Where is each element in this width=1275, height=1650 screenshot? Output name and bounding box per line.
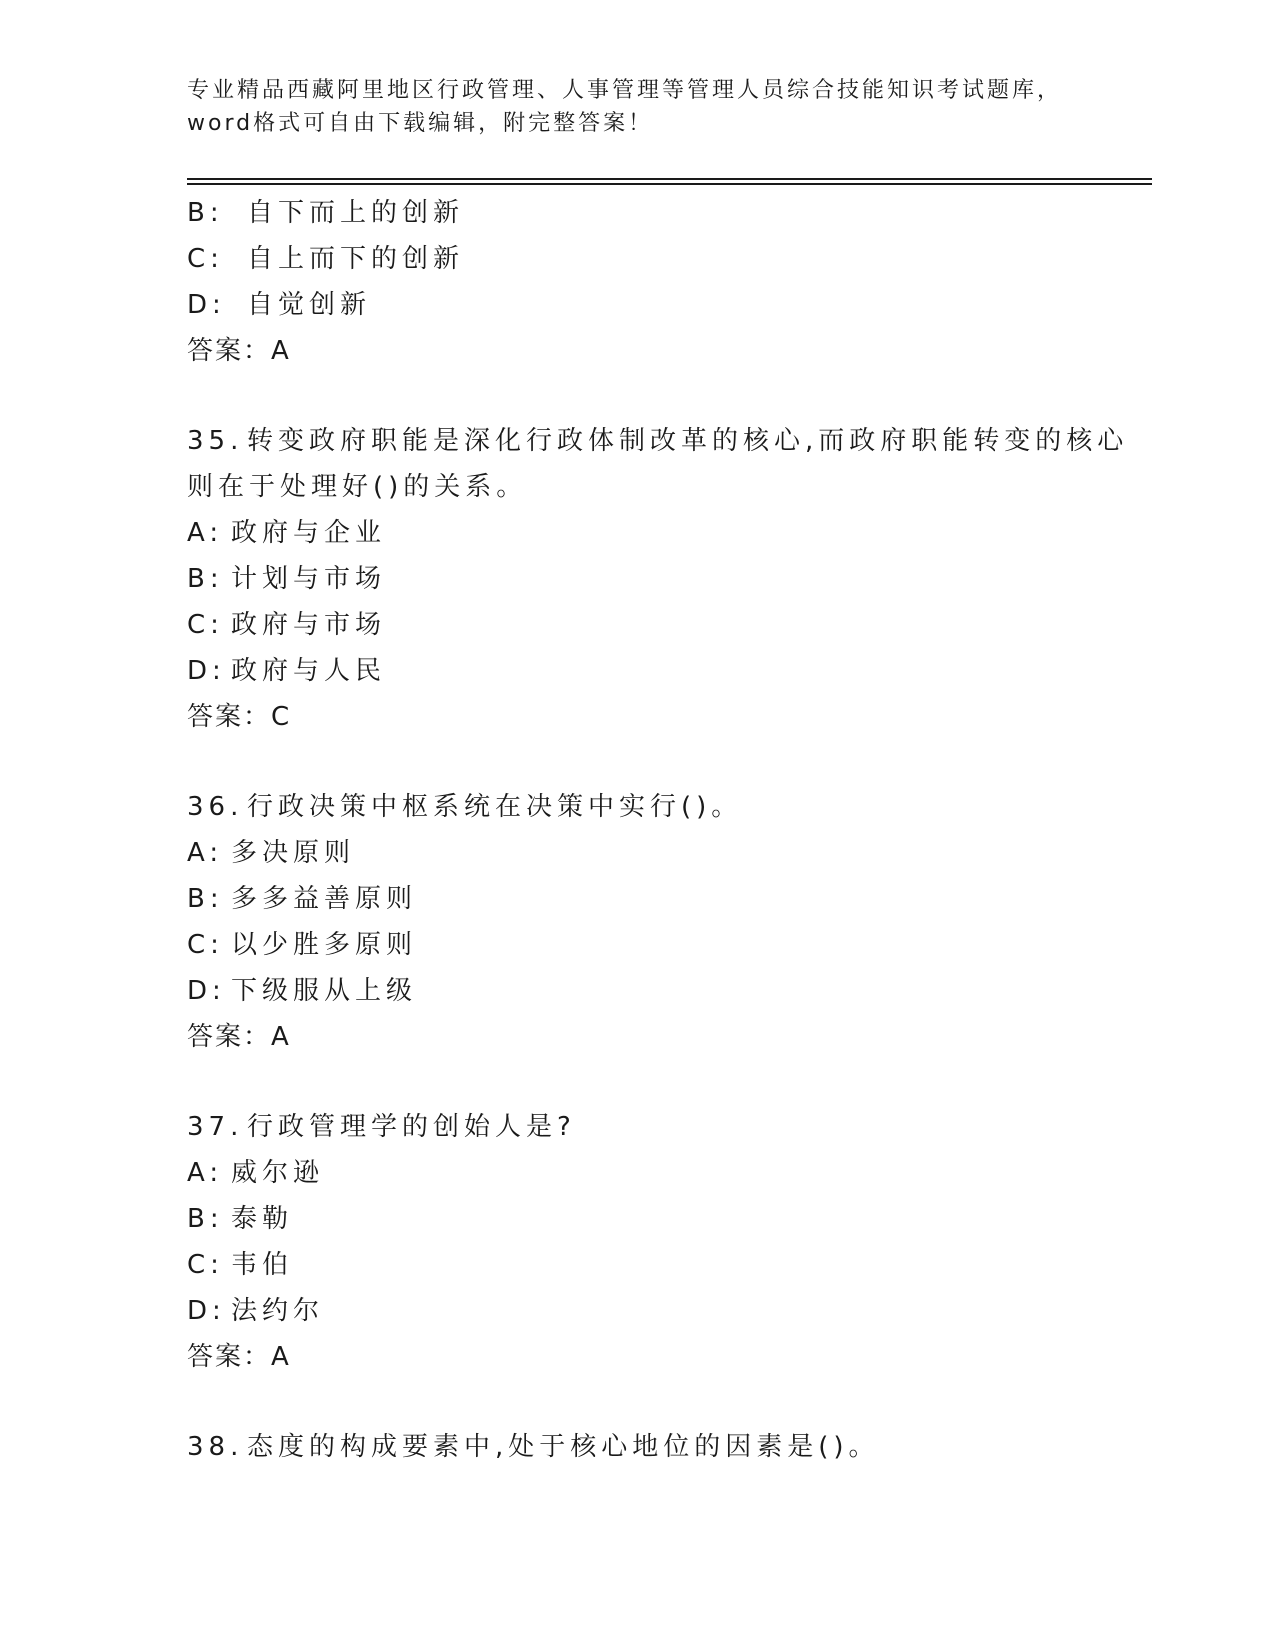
question-stem: [187, 1424, 1107, 1470]
question-text: 行政管理学的创始人是?: [247, 1112, 576, 1142]
question-stem: [187, 784, 1107, 830]
question-text: 态度的构成要素中,处于核心地位的因素是()。: [247, 1432, 880, 1462]
question-number: 37.: [187, 1112, 244, 1142]
option-row: [187, 556, 1107, 602]
option-label: C:: [187, 930, 224, 960]
option-text: 泰勒: [231, 1204, 294, 1234]
option-row: [187, 830, 1107, 876]
question-35: [187, 418, 1129, 740]
option-text: 韦伯: [231, 1250, 294, 1280]
question-list: [187, 190, 1129, 1470]
option-text: 计划与市场: [231, 564, 387, 594]
option-label: D:: [187, 976, 226, 1006]
option-row: [187, 968, 1107, 1014]
answer-line: 答案：A: [187, 1342, 291, 1372]
question-text-continued: 则在于处理好()的关系。: [187, 472, 528, 502]
question-number: 35.: [187, 426, 244, 456]
option-row: [187, 1150, 1107, 1196]
option-label: B:: [187, 198, 224, 228]
document-header: [187, 74, 1087, 140]
option-row: [187, 1242, 1107, 1288]
option-text: 政府与人民: [231, 656, 387, 686]
option-text: 自觉创新: [247, 290, 372, 320]
question-37: [187, 1104, 1107, 1380]
answer-line: 答案：A: [187, 1022, 291, 1052]
option-text: 自下而上的创新: [247, 198, 465, 228]
option-text: 法约尔: [231, 1296, 325, 1326]
option-label: A:: [187, 518, 224, 548]
question-text: 转变政府职能是深化行政体制改革的核心,而政府职能转变的核心: [247, 426, 1129, 456]
question-number: 36.: [187, 792, 244, 822]
option-row: [187, 190, 1107, 236]
option-row: [187, 648, 1107, 694]
question-34-continued: [187, 190, 1107, 374]
question-38: [187, 1424, 1107, 1470]
option-text: 自上而下的创新: [247, 244, 465, 274]
option-label: A:: [187, 838, 224, 868]
answer-line: 答案：C: [187, 702, 292, 732]
option-row: [187, 282, 1107, 328]
option-label: B:: [187, 1204, 224, 1234]
question-text: 行政决策中枢系统在决策中实行()。: [247, 792, 743, 822]
option-row: [187, 876, 1107, 922]
option-label: D:: [187, 290, 226, 320]
option-text: 下级服从上级: [231, 976, 418, 1006]
option-row: [187, 236, 1107, 282]
header-divider-bottom: [187, 183, 1152, 185]
option-row: [187, 602, 1107, 648]
answer-line: 答案：A: [187, 336, 291, 366]
option-row: [187, 1196, 1107, 1242]
question-stem: [187, 1104, 1107, 1150]
option-label: D:: [187, 1296, 226, 1326]
option-label: C:: [187, 1250, 224, 1280]
option-label: C:: [187, 244, 224, 274]
option-row: [187, 510, 1107, 556]
header-line-2: word格式可自由下载编辑，附完整答案！: [187, 111, 654, 136]
header-line-1: 专业精品西藏阿里地区行政管理、人事管理等管理人员综合技能知识考试题库，: [187, 78, 1063, 103]
option-text: 政府与市场: [231, 610, 387, 640]
option-label: B:: [187, 884, 224, 914]
option-row: [187, 922, 1107, 968]
option-text: 威尔逊: [231, 1158, 325, 1188]
question-36: [187, 784, 1107, 1060]
option-label: A:: [187, 1158, 224, 1188]
question-number: 38.: [187, 1432, 244, 1462]
option-label: D:: [187, 656, 226, 686]
option-row: [187, 1288, 1107, 1334]
option-label: B:: [187, 564, 224, 594]
option-text: 多多益善原则: [231, 884, 418, 914]
question-stem: [187, 418, 1129, 464]
option-text: 以少胜多原则: [231, 930, 418, 960]
option-text: 多决原则: [231, 838, 356, 868]
option-text: 政府与企业: [231, 518, 387, 548]
header-divider-top: [187, 178, 1152, 180]
option-label: C:: [187, 610, 224, 640]
